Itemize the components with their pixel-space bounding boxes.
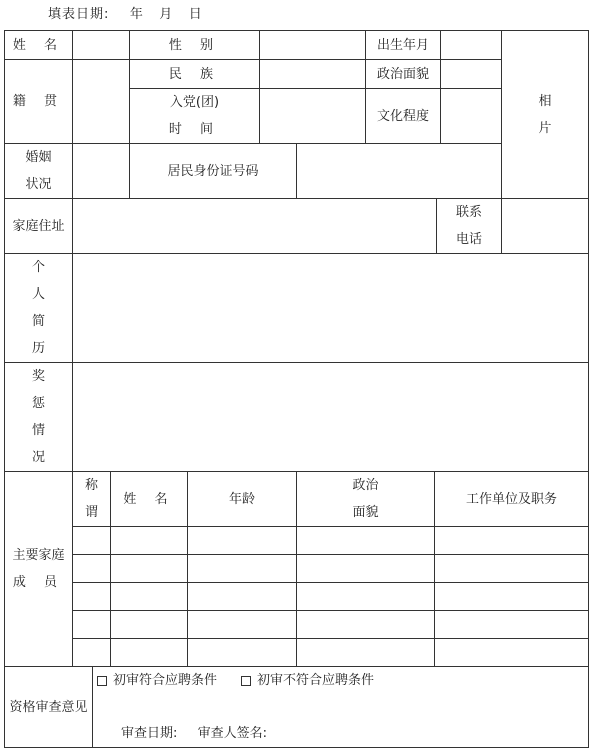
photo-label-line-2: 片 <box>538 120 552 136</box>
awards-label-char: 惩 <box>31 396 45 411</box>
ethnicity-label: 民 族 <box>130 60 260 89</box>
party-join-label <box>130 89 260 144</box>
resume-field[interactable] <box>73 254 588 363</box>
family-cell[interactable] <box>297 583 435 611</box>
family-cell[interactable] <box>73 527 111 555</box>
family-col-age: 年龄 <box>188 472 297 527</box>
awards-label-char: 情 <box>31 423 45 438</box>
ethnicity-field[interactable] <box>260 60 366 89</box>
family-col-political <box>297 472 435 527</box>
family-cell[interactable] <box>73 583 111 611</box>
phone-label <box>437 199 502 254</box>
native-place-field[interactable] <box>73 60 130 144</box>
awards-label <box>5 363 73 472</box>
family-cell[interactable] <box>435 527 588 555</box>
gender-label: 性 别 <box>130 31 260 60</box>
family-col-relation-line-2: 谓 <box>84 505 98 520</box>
phone-label-line-1: 联系 <box>455 205 482 220</box>
family-members-label-line-1: 主要家庭 <box>12 548 65 563</box>
political-status-field[interactable] <box>441 60 502 89</box>
photo-label-line-1: 相 <box>538 93 552 109</box>
gender-field[interactable] <box>260 31 366 60</box>
family-cell[interactable] <box>435 611 588 639</box>
native-place-label: 籍 贯 <box>5 60 73 144</box>
awards-label-char: 况 <box>31 450 45 465</box>
birth-field[interactable] <box>441 31 502 60</box>
review-pass-checkbox[interactable] <box>97 676 107 686</box>
family-cell[interactable] <box>297 555 435 583</box>
marital-status-label-line-1: 婚姻 <box>25 150 52 165</box>
awards-field[interactable] <box>73 363 588 472</box>
party-join-label-line-1: 入党(团) <box>169 95 220 110</box>
id-number-label: 居民身份证号码 <box>130 144 297 199</box>
family-col-political-line-2: 面貌 <box>352 505 379 520</box>
birth-label: 出生年月 <box>366 31 441 60</box>
family-cell[interactable] <box>111 611 188 639</box>
party-join-field[interactable] <box>260 89 366 144</box>
family-cell[interactable] <box>188 527 297 555</box>
family-cell[interactable] <box>188 611 297 639</box>
resume-label-char: 简 <box>31 314 45 329</box>
family-cell[interactable] <box>435 583 588 611</box>
education-label: 文化程度 <box>366 89 441 144</box>
home-address-label: 家庭住址 <box>5 199 73 254</box>
family-col-name: 姓 名 <box>111 472 188 527</box>
family-col-political-line-1: 政治 <box>352 478 379 493</box>
family-cell[interactable] <box>188 583 297 611</box>
family-cell[interactable] <box>297 611 435 639</box>
family-cell[interactable] <box>73 639 111 667</box>
review-fail-checkbox[interactable] <box>241 676 251 686</box>
qualification-review-area <box>93 667 588 747</box>
family-cell[interactable] <box>111 639 188 667</box>
family-cell[interactable] <box>435 555 588 583</box>
registration-form-table <box>4 30 589 748</box>
marital-status-label-line-2: 状况 <box>25 177 52 192</box>
family-cell[interactable] <box>297 639 435 667</box>
phone-field[interactable] <box>502 199 588 254</box>
family-cell[interactable] <box>188 639 297 667</box>
home-address-field[interactable] <box>73 199 437 254</box>
family-members-label-line-2: 成 员 <box>12 575 65 590</box>
education-field[interactable] <box>441 89 502 144</box>
name-label: 姓 名 <box>5 31 73 60</box>
family-col-relation <box>73 472 111 527</box>
family-cell[interactable] <box>297 527 435 555</box>
qualification-review-label: 资格审查意见 <box>5 667 93 747</box>
family-cell[interactable] <box>111 583 188 611</box>
form-date-line: 填表日期: 年 月 日 <box>48 7 203 22</box>
family-cell[interactable] <box>435 639 588 667</box>
resume-label-char: 人 <box>31 287 45 302</box>
resume-label-char: 个 <box>31 260 45 275</box>
family-col-work: 工作单位及职务 <box>435 472 588 527</box>
photo-box[interactable] <box>502 31 588 199</box>
reviewer-signature-label: 审查人签名: <box>197 726 268 741</box>
family-cell[interactable] <box>188 555 297 583</box>
name-field[interactable] <box>73 31 130 60</box>
review-pass-label: 初审符合应聘条件 <box>113 673 218 688</box>
resume-label-char: 历 <box>31 341 45 356</box>
review-date-label: 审查日期: <box>121 726 178 741</box>
review-fail-label: 初审不符合应聘条件 <box>257 673 375 688</box>
political-status-label: 政治面貌 <box>366 60 441 89</box>
family-cell[interactable] <box>73 611 111 639</box>
resume-label <box>5 254 73 363</box>
awards-label-char: 奖 <box>31 369 45 384</box>
family-cell[interactable] <box>111 527 188 555</box>
family-cell[interactable] <box>111 555 188 583</box>
marital-status-field[interactable] <box>73 144 130 199</box>
phone-label-line-2: 电话 <box>455 232 482 247</box>
id-number-field[interactable] <box>297 144 502 199</box>
marital-status-label <box>5 144 73 199</box>
family-cell[interactable] <box>73 555 111 583</box>
family-col-relation-line-1: 称 <box>84 478 98 493</box>
family-members-label <box>5 472 73 667</box>
party-join-label-line-2: 时 间 <box>168 122 221 137</box>
